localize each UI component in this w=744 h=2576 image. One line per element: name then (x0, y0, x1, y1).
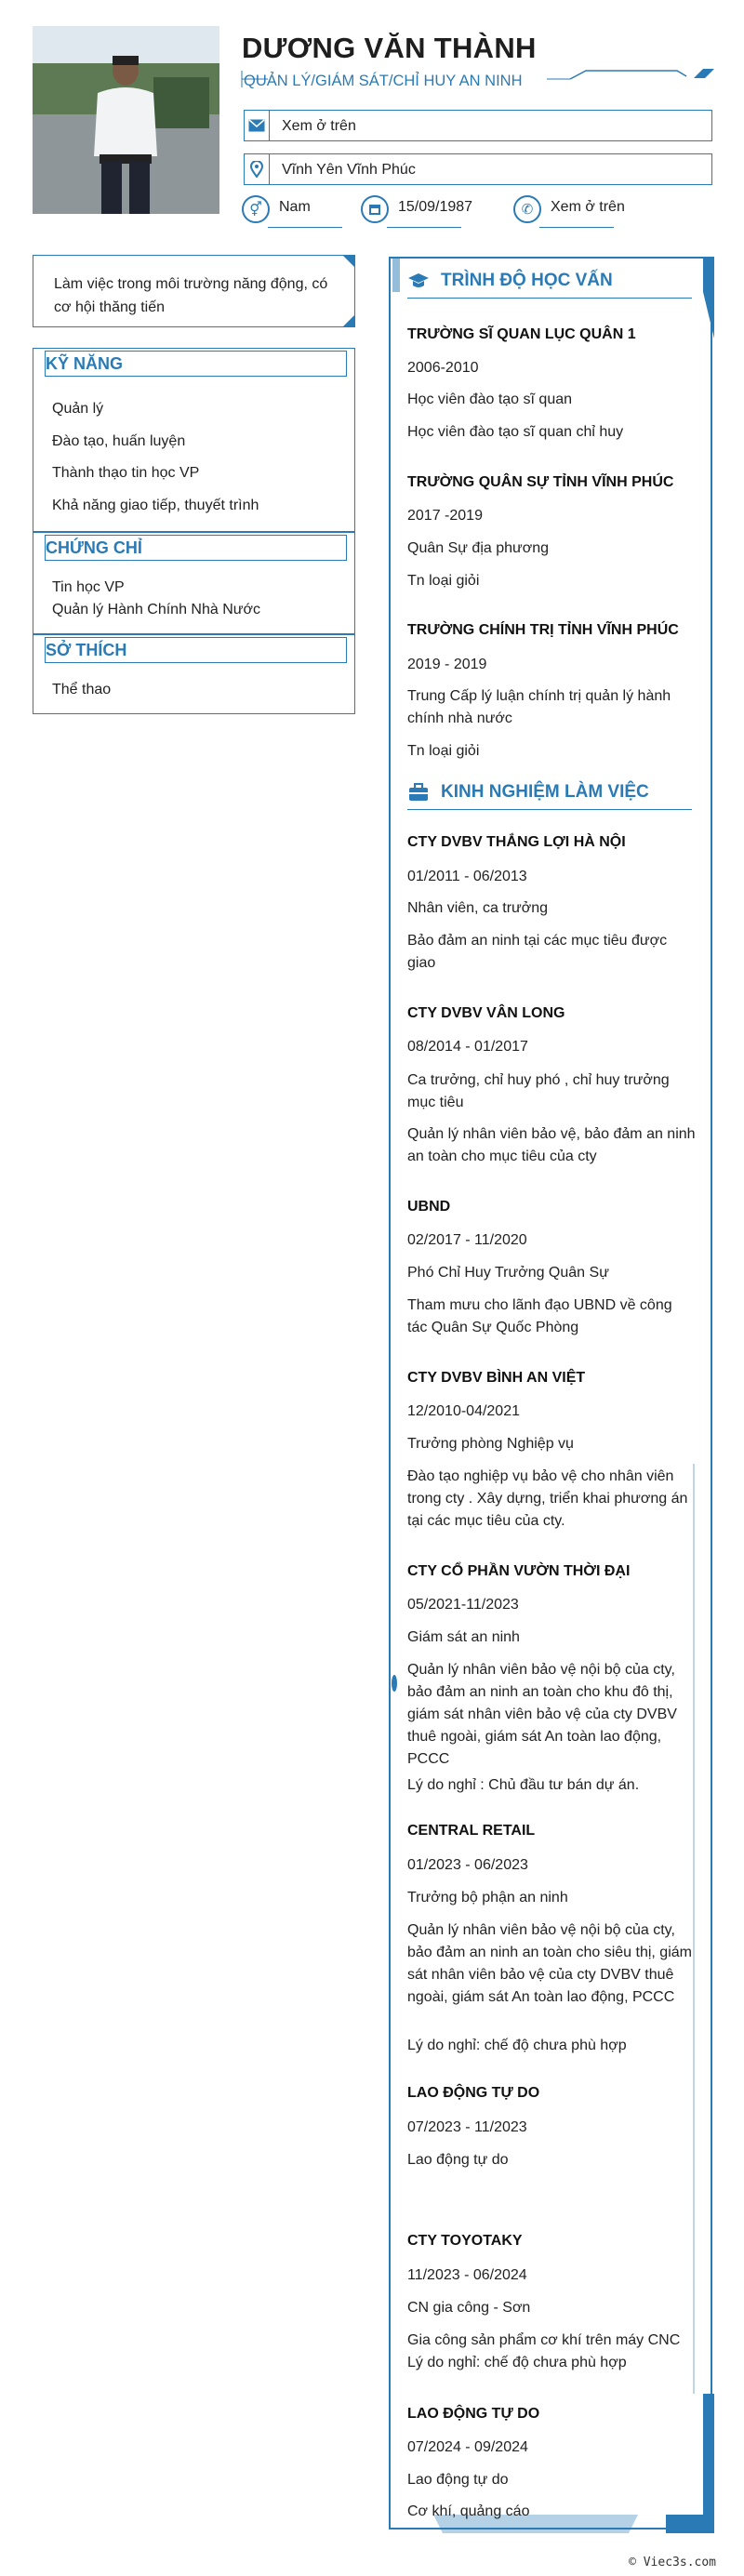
job-detail: Tham mưu cho lãnh đạo UBND về công tác Quân Sự Quốc Phòng (407, 1297, 672, 1335)
school-period: 2019 - 2019 (407, 657, 487, 672)
job-note: Lý do nghỉ: chế độ chưa phù hợp (407, 2355, 627, 2370)
job-position: Trưởng bộ phận an ninh (407, 1890, 568, 1905)
certificate-item: Quản lý Hành Chính Nhà Nước (52, 602, 260, 617)
job-position: Trưởng phòng Nghiệp vụ (407, 1436, 574, 1452)
hobby-item: Thể thao (52, 682, 112, 697)
skills-heading: KỸ NĂNG (45, 351, 347, 377)
school-major: Trung Cấp lý luận chính trị quản lý hành chính nhà nước (407, 688, 671, 726)
skill-item: Thành thạo tin học VP (52, 465, 200, 481)
experience-heading: KINH NGHIỆM LÀM VIỆC (407, 777, 692, 810)
job-period: 05/2021-11/2023 (407, 1597, 519, 1613)
company-name: CENTRAL RETAIL (407, 1823, 536, 1839)
school-detail: Học viên đào tạo sĩ quan chỉ huy (407, 424, 624, 440)
gender-info (242, 193, 344, 231)
job-position: Phó Chỉ Huy Trưởng Quân Sự (407, 1265, 609, 1281)
skill-item: Quản lý (52, 401, 104, 417)
address-row (244, 153, 712, 185)
school-detail: Tn loại giỏi (407, 743, 480, 759)
email-row (244, 110, 712, 141)
school-major: Học viên đào tạo sĩ quan (407, 392, 573, 407)
birthday-value: 15/09/1987 (398, 199, 473, 215)
profile-photo (33, 26, 219, 214)
skill-item: Đào tạo, huấn luyện (52, 433, 186, 449)
job-detail: Quản lý nhân viên bảo vệ nội bộ của cty, bảo đảm an ninh an toàn cho siêu thị, giám sát nhân viên bảo vệ của cty DVBV thuê ngoài, giám sát An toàn lao động, PCCC (407, 1922, 692, 2005)
company-name: UBND (407, 1199, 451, 1215)
school-major: Quân Sự địa phương (407, 540, 550, 556)
certificates-section (33, 532, 355, 634)
hobbies-section (33, 634, 355, 714)
job-title: QUẢN LÝ/GIÁM SÁT/CHỈ HUY AN NINH (244, 73, 523, 89)
job-detail: Đào tạo nghiệp vụ bảo vệ cho nhân viên trong cty . Xây dựng, triển khai phương án tại các mục tiêu của cty. (407, 1468, 688, 1529)
footer-credit: © Viec3s.com (629, 2556, 716, 2569)
job-period: 08/2014 - 01/2017 (407, 1039, 528, 1055)
school-name: TRƯỜNG QUÂN SỰ TỈNH VĨNH PHÚC (407, 474, 674, 490)
skill-item: Khả năng giao tiếp, thuyết trình (52, 498, 259, 513)
job-period: 07/2024 - 09/2024 (407, 2439, 528, 2455)
company-name: LAO ĐỘNG TỰ DO (407, 2085, 540, 2101)
objective-box (33, 255, 355, 327)
job-note: Lý do nghỉ: chế độ chưa phù hợp (407, 2038, 627, 2053)
panel-decoration (387, 255, 714, 2533)
phone-info (513, 193, 662, 231)
phone-icon: ✆ (513, 195, 541, 223)
gender-value: Nam (279, 199, 311, 215)
school-detail: Tn loại giỏi (407, 573, 480, 589)
candidate-name: DƯƠNG VĂN THÀNH (242, 32, 537, 64)
job-position: Ca trưởng, chỉ huy phó , chỉ huy trưởng mục tiêu (407, 1072, 670, 1110)
company-name: CTY DVBV VÂN LONG (407, 1005, 565, 1021)
job-period: 01/2023 - 06/2023 (407, 1857, 528, 1873)
location-pin-icon (245, 154, 270, 184)
company-name: CTY DVBV THẮNG LỢI HÀ NỘI (407, 834, 626, 850)
job-note: Lý do nghỉ : Chủ đầu tư bán dự án. (407, 1777, 640, 1793)
school-name: TRƯỜNG CHÍNH TRỊ TỈNH VĨNH PHÚC (407, 622, 679, 638)
phone-value: Xem ở trên (551, 199, 625, 215)
objective-text: Làm việc trong môi trường năng động, có cơ hội thăng tiến (54, 276, 328, 315)
gender-icon: ⚥ (242, 195, 270, 223)
education-heading: TRÌNH ĐỘ HỌC VẤN (407, 266, 692, 299)
job-period: 02/2017 - 11/2020 (407, 1232, 527, 1248)
job-position: Nhân viên, ca trưởng (407, 900, 549, 916)
skills-section (33, 348, 355, 532)
company-name: CTY TOYOTAKY (407, 2233, 523, 2249)
briefcase-icon (407, 781, 430, 803)
company-name: LAO ĐỘNG TỰ DO (407, 2406, 540, 2422)
job-position: CN gia công - Sơn (407, 2300, 531, 2316)
certificate-item: Tin học VP (52, 579, 125, 595)
job-period: 11/2023 - 06/2024 (407, 2267, 527, 2283)
calendar-icon (361, 195, 389, 223)
job-detail: Bảo đảm an ninh tại các mục tiêu được giao (407, 933, 668, 971)
job-position: Lao động tự do (407, 2472, 509, 2488)
job-period: 12/2010-04/2021 (407, 1403, 520, 1419)
job-detail: Quản lý nhân viên bảo vệ nội bộ của cty, bảo đảm an ninh an toàn cho khu đô thị, giám sát nhân viên bảo vệ của cty DVBV thuê ngoài, giám sát An toàn lao động, PCCC (407, 1662, 677, 1767)
school-name: TRƯỜNG SĨ QUAN LỤC QUÂN 1 (407, 326, 636, 342)
company-name: CTY CỔ PHẦN VƯỜN THỜI ĐẠI (407, 1563, 631, 1579)
job-period: 07/2023 - 11/2023 (407, 2119, 527, 2135)
email-value: Xem ở trên (282, 118, 356, 134)
hobbies-heading: SỞ THÍCH (45, 637, 347, 663)
graduation-cap-icon (407, 270, 430, 292)
job-detail: Quản lý nhân viên bảo vệ, bảo đảm an ninh an toàn cho mục tiêu của cty (407, 1126, 696, 1164)
job-detail: Gia công sản phẩm cơ khí trên máy CNC (407, 2332, 681, 2348)
school-period: 2006-2010 (407, 360, 479, 376)
school-period: 2017 -2019 (407, 508, 483, 524)
company-name: CTY DVBV BÌNH AN VIỆT (407, 1370, 586, 1386)
address-value: Vĩnh Yên Vĩnh Phúc (282, 162, 416, 178)
job-position: Lao động tự do (407, 2152, 509, 2168)
job-position: Giám sát an ninh (407, 1629, 520, 1645)
job-period: 01/2011 - 06/2013 (407, 869, 527, 884)
birthday-info (361, 193, 500, 231)
job-detail: Cơ khí, quảng cáo (407, 2503, 530, 2519)
certificates-heading: CHỨNG CHỈ (45, 535, 347, 561)
mail-icon (245, 111, 270, 140)
